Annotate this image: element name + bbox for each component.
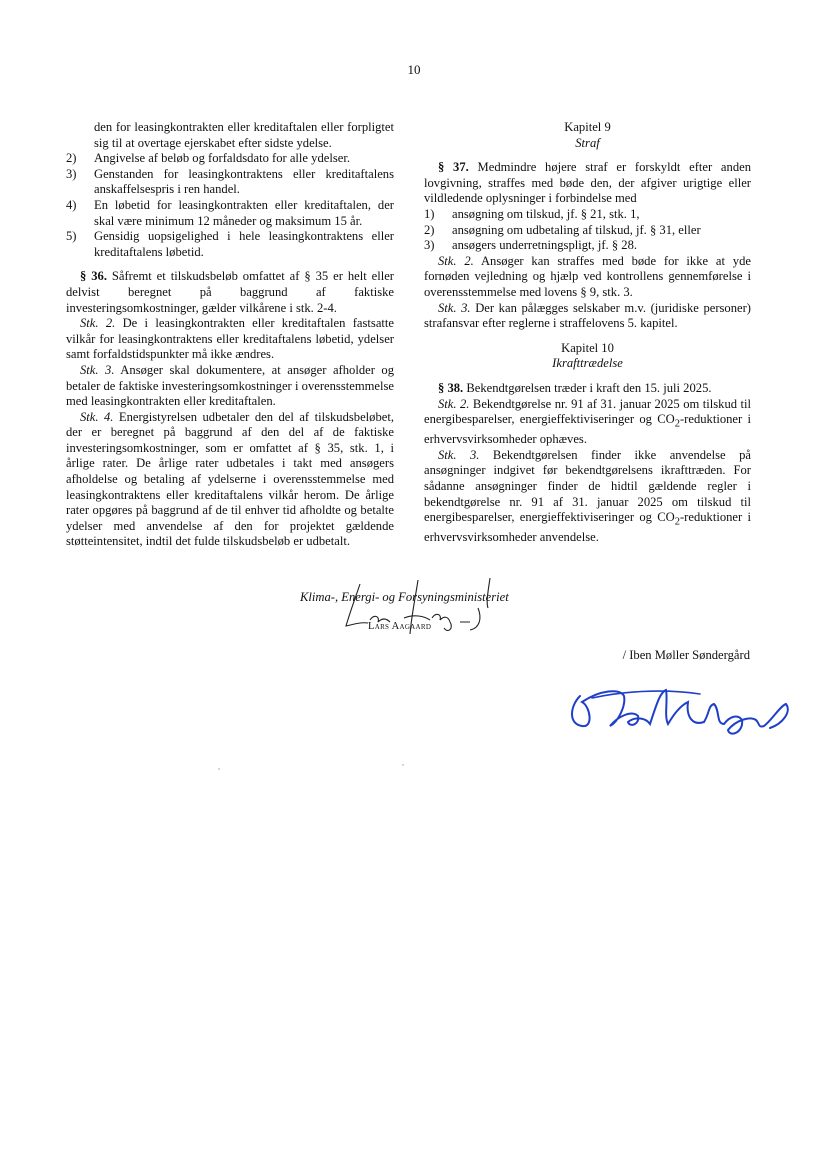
paragraph-text: Såfremt et tilskudsbeløb omfattet af § 35 er helt eller delvist beregnet på baggrund af faktiske investeringsomkostninger, gælder vilkårene i stk. 2-4. <box>66 269 394 315</box>
paragraph-38-stk3 <box>424 448 751 546</box>
list-item-text: Angivelse af beløb og forfaldsdato for alle ydelser. <box>94 151 350 166</box>
chapter-title: Straf <box>575 135 600 150</box>
paragraph-text: De i leasingkontrakten eller kreditaftalen fastsatte vilkår for leasingkontraktens eller kreditaftalens løbetid, ydelser samt forfaldstidspunkter må ikke ændres. <box>66 316 394 362</box>
paragraph-36-stk4 <box>66 410 394 550</box>
paragraph-text: Bekendtgørelsen finder ikke anvendelse på ansøgninger indgivet før bekendtgørelsens ikrafttræden. For sådanne ansøgninger finder de hidtil gældende regler i bekendtgørelse nr. 91 af 31. januar 2025 om tilskud til energibesparelser, energieffektiviseringer og CO <box>424 447 751 525</box>
official-name: / Iben Møller Søndergård <box>622 648 750 662</box>
paragraph-37-stk2 <box>424 254 751 301</box>
list-item <box>66 229 394 260</box>
subscript: 2 <box>674 516 680 528</box>
scan-speck <box>218 768 220 770</box>
list-item <box>66 151 394 167</box>
stk-label: Stk. 3. <box>80 362 115 377</box>
paragraph-38-stk2 <box>424 397 751 448</box>
list-item-number: 1) <box>424 206 435 221</box>
list-item-number: 5) <box>66 229 77 244</box>
official-signature <box>560 676 800 746</box>
stk-label: Stk. 3. <box>438 300 471 315</box>
paragraph-text: -reduktioner i erhvervsvirksomheder anvendelse. <box>424 510 751 545</box>
paragraph-37 <box>424 160 751 207</box>
paragraph-text: -reduktioner i erhvervsvirksomheder ophæves. <box>424 412 751 447</box>
paragraph-36-stk3 <box>66 363 394 410</box>
list-item-number: 2) <box>424 222 435 237</box>
stk-label: Stk. 4. <box>80 409 114 424</box>
chapter-title: Ikrafttrædelse <box>552 356 623 371</box>
page-number: 10 <box>407 62 421 77</box>
stk-label: Stk. 2. <box>80 316 116 331</box>
minister-name: Lars Aagaard <box>368 621 432 632</box>
paragraph-text: Energistyrelsen udbetaler den del af tilskudsbeløbet, der er beregnet på baggrund af den del af de faktiske investeringsomkostninger, som er omfattet af § 35, stk. 1, i årlige rater. De årlige rater udbetales i takt med ansøgers afholdelse og betaling af ydelserne i overensstemmelse med leasingkontraktens eller kreditaftalens vilkår herom. De årlige rater opgøres på baggrund af de til enhver tid afholdte og betalte ydelser med anvendelse af den for projektet gældende støtteintensitet, indtil det fulde tilskudsbeløb er udbetalt. <box>66 409 394 549</box>
section-number: § 37. <box>438 160 469 175</box>
section-number: § 38. <box>438 380 464 395</box>
chapter-heading: Kapitel 9 <box>564 120 611 134</box>
paragraph-text: Bekendtgørelse nr. 91 af 31. januar 2025 om tilskud til energibesparelser, energieffektiviseringer og CO <box>424 396 751 427</box>
stk-label: Stk. 2. <box>438 396 470 411</box>
paragraph-text: Der kan pålægges selskaber m.v. (juridiske personer) strafansvar efter reglerne i straffelovens 5. kapitel. <box>424 300 751 331</box>
list-item <box>424 223 751 239</box>
paragraph-36-stk2 <box>66 316 394 363</box>
subscript: 2 <box>674 418 680 430</box>
minister-signature <box>320 578 500 640</box>
list-item-number: 4) <box>66 197 77 212</box>
right-column <box>424 120 751 546</box>
paragraph-38 <box>424 381 751 397</box>
paragraph-text: Ansøger skal dokumentere, at ansøger afholder og betaler de faktiske investeringsomkostninger i overensstemmelse med leasingkontrakten eller kreditaftalen. <box>66 362 394 409</box>
paragraph-36 <box>66 269 394 316</box>
paragraph-text: Bekendtgørelsen træder i kraft den 15. juli 2025. <box>463 380 712 395</box>
stk-label: Stk. 3. <box>438 447 480 462</box>
signature-block <box>0 578 828 688</box>
list-item-text: ansøgning om udbetaling af tilskud, jf. § 31, eller <box>452 222 701 237</box>
list-item-number: 2) <box>66 151 77 166</box>
list-item <box>424 238 751 254</box>
ministry-name: Klima-, Energi- og Forsyningsministeriet <box>300 590 509 604</box>
stk-label: Stk. 2. <box>438 253 474 268</box>
paragraph-text: Medmindre højere straf er forskyldt efter anden lovgivning, straffes med bøde den, der afgiver urigtige eller vildledende oplysninger i forbindelse med <box>424 160 751 206</box>
scan-speck <box>402 764 404 766</box>
chapter-heading: Kapitel 10 <box>561 340 614 355</box>
list-item-number: 3) <box>66 166 77 181</box>
list-item-continuation: den for leasingkontrakten eller kreditaftalen eller forpligtet sig til at overtage ejerskabet efter sidste ydelse. <box>94 120 394 150</box>
list-item <box>66 167 394 198</box>
paragraph-text: Ansøger kan straffes med bøde for ikke at yde fornøden vejledning og hjælp ved kontrollens gennemførelse i overensstemmelse med lovens § 9, stk. 3. <box>424 253 751 299</box>
section-number: § 36. <box>80 269 107 284</box>
list-item-text: Genstanden for leasingkontraktens eller kreditaftalens anskaffelsespris i ren handel. <box>94 166 394 197</box>
list-item-text: ansøgning om tilskud, jf. § 21, stk. 1, <box>452 206 640 221</box>
paragraph-37-stk3 <box>424 301 751 332</box>
left-column <box>66 120 394 550</box>
list-item-text: En løbetid for leasingkontrakten eller kreditaftalen, der skal være minimum 12 måneder og maksimum 15 år. <box>94 197 394 228</box>
list-item-number: 3) <box>424 238 435 253</box>
list-item-text: ansøgers underretningspligt, jf. § 28. <box>452 238 638 253</box>
list-item <box>424 207 751 223</box>
list-item-text: Gensidig uopsigelighed i hele leasingkontraktens eller kreditaftalens løbetid. <box>94 229 394 259</box>
list-item <box>66 198 394 229</box>
